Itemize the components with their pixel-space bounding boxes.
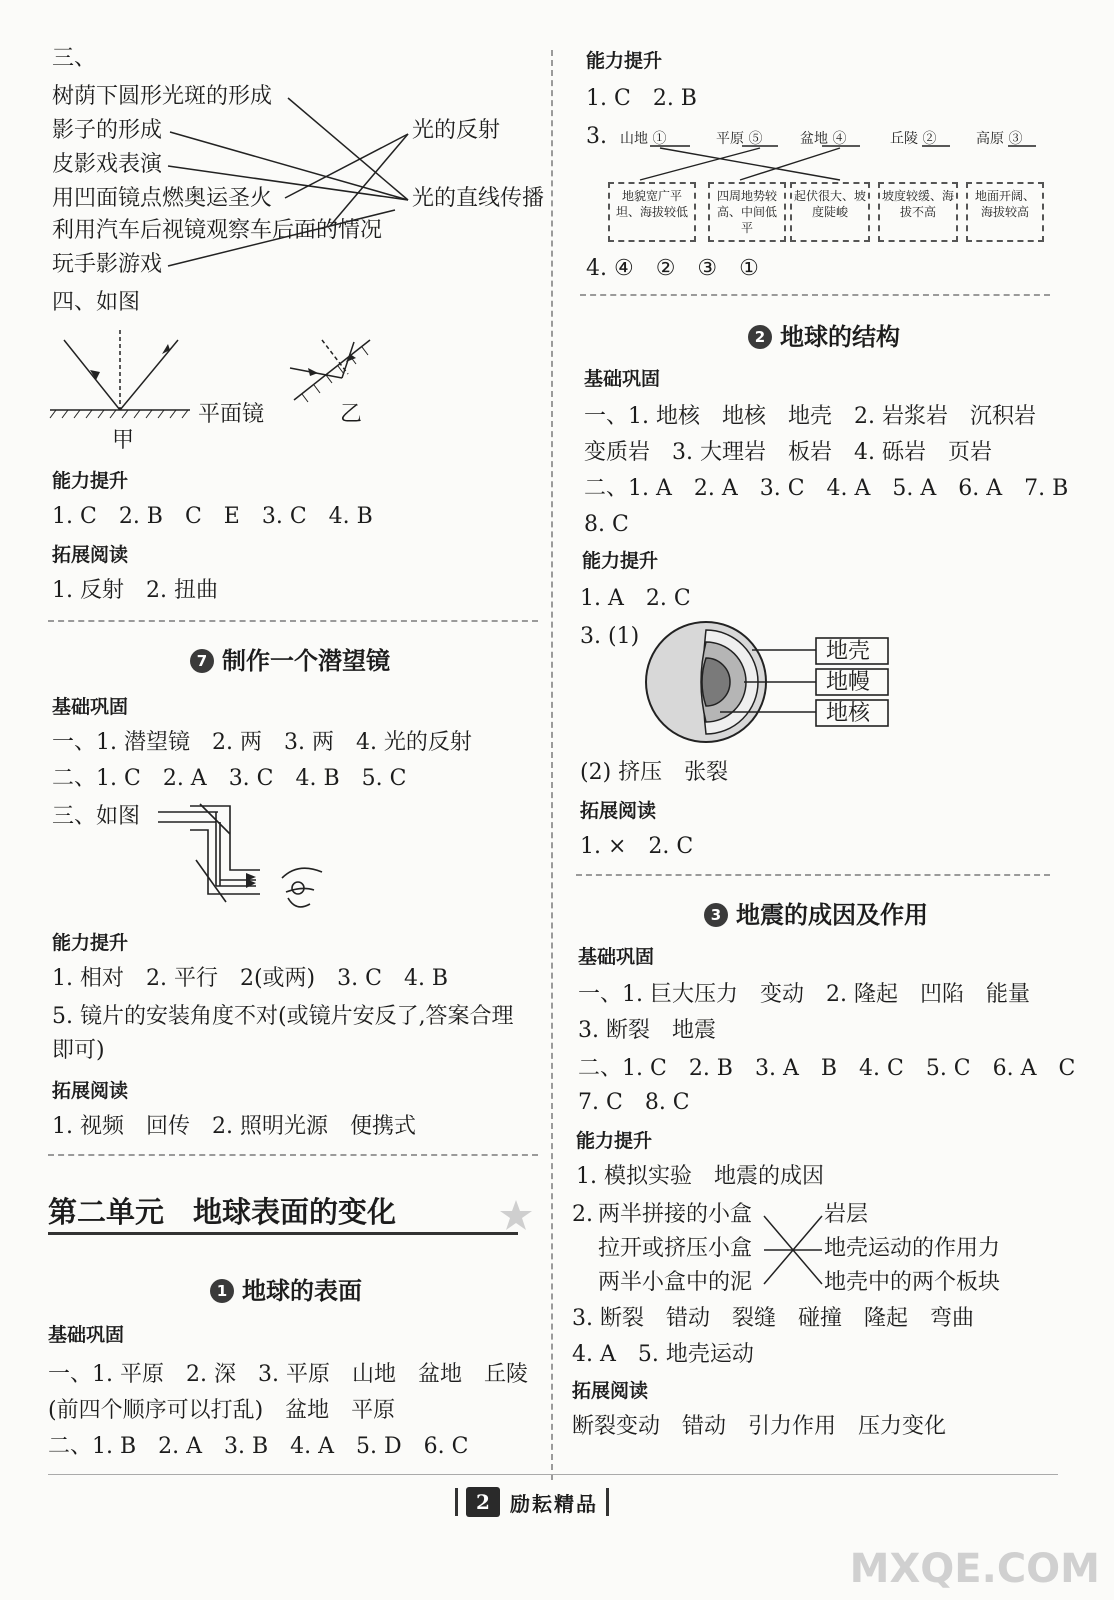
section-3-label: 三、 — [52, 46, 97, 71]
ability-answers-7-3: 即可) — [52, 1038, 105, 1063]
reading-answers-7: 1. 视频 回传 2. 照明光源 便携式 — [52, 1114, 416, 1139]
match-2-left-2: 拉开或挤压小盒 — [598, 1236, 753, 1261]
plane-mirror-label: 平面镜 — [198, 402, 265, 427]
matching-lines-1 — [0, 0, 560, 300]
lesson-number-badge: 2 — [748, 325, 772, 349]
earth-label-crust: 地壳 — [826, 639, 871, 664]
ability-answers-3-4: 4. A 5. 地壳运动 — [572, 1342, 754, 1367]
ability-heading-top: 能力提升 — [586, 50, 663, 72]
basic-answers-7-1: 一、1. 潜望镜 2. 两 3. 两 4. 光的反射 — [52, 730, 472, 755]
unit-underline — [48, 1232, 518, 1235]
lesson-1-title — [210, 1276, 362, 1306]
basic-answers-7-3: 三、如图 — [52, 804, 141, 829]
lesson-2-title — [748, 322, 900, 352]
ability-heading-7: 能力提升 — [52, 932, 129, 954]
earth-label-core: 地核 — [826, 701, 871, 726]
match-item-5: 利用汽车后视镜观察车后面的情况 — [52, 218, 383, 243]
lesson-number-badge: 1 — [210, 1279, 234, 1303]
figure-jia-label: 甲 — [112, 428, 135, 453]
basic-heading-2: 基础巩固 — [584, 368, 661, 390]
column-separator — [551, 50, 553, 1480]
earth-structure-diagram — [640, 620, 920, 750]
earth-label-mantle: 地幔 — [826, 670, 871, 695]
basic-heading-3: 基础巩固 — [578, 946, 655, 968]
ability-answers-7-2: 5. 镜片的安装角度不对(或镜片安反了,答案合理 — [52, 1004, 514, 1029]
ability-q3-number: 3. — [586, 124, 607, 149]
reading-heading-2: 拓展阅读 — [580, 800, 657, 822]
basic-heading-1: 基础巩固 — [48, 1324, 125, 1346]
match-2-left-1: 两半拼接的小盒 — [598, 1202, 753, 1227]
divider — [48, 620, 538, 622]
basic-answers-2-4: 8. C — [584, 512, 629, 537]
ability-answers-3-1: 1. 模拟实验 地震的成因 — [576, 1164, 824, 1189]
ability-answers-7-1: 1. 相对 2. 平行 2(或两) 3. C 4. B — [52, 966, 449, 991]
landform-box-1: 地貌宽广平坦、海拔较低 — [608, 182, 696, 242]
page-number: 2 — [466, 1487, 500, 1517]
divider — [576, 874, 1050, 876]
basic-answers-7-2: 二、1. C 2. A 3. C 4. B 5. C — [52, 766, 407, 791]
match-item-1: 树荫下圆形光斑的形成 — [52, 84, 273, 109]
landform-3: 盆地 ④ — [800, 131, 847, 147]
basic-answers-3-4: 7. C 8. C — [578, 1090, 690, 1115]
basic-answers-2-1: 一、1. 地核 地核 地壳 2. 岩浆岩 沉积岩 — [584, 404, 1036, 429]
ability-heading-3: 能力提升 — [576, 1130, 653, 1152]
lesson-number-badge: 3 — [704, 903, 728, 927]
basic-answers-2-2: 变质岩 3. 大理岩 板岩 4. 砾岩 页岩 — [584, 440, 992, 465]
match-2-right-3: 地壳中的两个板块 — [824, 1270, 1001, 1295]
ability-answers-1: 1. C 2. B C E 3. C 4. B — [52, 504, 373, 529]
lesson-title-text: 地球的表面 — [242, 1277, 362, 1305]
match-item-3: 皮影戏表演 — [52, 152, 163, 177]
basic-heading-7: 基础巩固 — [52, 696, 129, 718]
landform-box-5: 地面开阔、海拔较高 — [966, 182, 1044, 242]
match-target-reflection: 光的反射 — [412, 118, 501, 143]
lesson-3-title — [704, 900, 928, 930]
basic-answers-3-3: 二、1. C 2. B 3. A B 4. C 5. C 6. A C — [578, 1056, 1076, 1081]
reading-answers-2: 1. × 2. C — [580, 834, 694, 859]
landform-matching-lines — [600, 140, 1060, 184]
watermark: MXQE.COM — [849, 1546, 1100, 1592]
ability-answers-top-4: 4. ④ ② ③ ① — [586, 256, 759, 281]
basic-answers-1-1: 一、1. 平原 2. 深 3. 平原 山地 盆地 丘陵 — [48, 1362, 528, 1387]
ability-answers-2-3: (2) 挤压 张裂 — [580, 760, 729, 785]
lesson-title-text: 地球的结构 — [780, 323, 900, 351]
divider — [580, 294, 1050, 296]
footer-bar — [606, 1488, 609, 1516]
footer-rule — [48, 1474, 1058, 1475]
ability-answers-3-3: 3. 断裂 错动 裂缝 碰撞 隆起 弯曲 — [572, 1306, 974, 1331]
lesson-title-text: 制作一个潜望镜 — [222, 647, 390, 675]
match-item-2: 影子的形成 — [52, 118, 163, 143]
lesson-title-text: 地震的成因及作用 — [736, 901, 928, 929]
match-item-6: 玩手影游戏 — [52, 252, 163, 277]
match-2-left-3: 两半小盒中的泥 — [598, 1270, 753, 1295]
figure-yi-label: 乙 — [340, 402, 363, 427]
landform-box-3: 起伏很大、坡度陡峻 — [790, 182, 870, 242]
reading-heading-3: 拓展阅读 — [572, 1380, 649, 1402]
page-footer — [455, 1484, 609, 1520]
reading-answers-1: 1. 反射 2. 扭曲 — [52, 578, 218, 603]
ability-answers-top-1: 1. C 2. B — [586, 86, 697, 111]
reflection-diagram — [50, 330, 390, 450]
basic-answers-1-2: (前四个顺序可以打乱) 盆地 平原 — [48, 1398, 396, 1423]
divider — [48, 1154, 538, 1156]
lesson-number-badge: 7 — [190, 649, 214, 673]
periscope-diagram — [150, 800, 340, 920]
landform-1: 山地 ① — [620, 131, 667, 147]
reading-heading-1: 拓展阅读 — [52, 544, 129, 566]
basic-answers-2-3: 二、1. A 2. A 3. C 4. A 5. A 6. A 7. B — [584, 476, 1069, 501]
match-2-right-2: 地壳运动的作用力 — [824, 1236, 1001, 1261]
lesson-7-title — [190, 646, 390, 676]
ability-answers-2-1: 1. A 2. C — [580, 586, 691, 611]
landform-box-2: 四周地势较高、中间低平 — [708, 182, 786, 242]
landform-box-4: 坡度较缓、海拔不高 — [878, 182, 958, 242]
brand-label: 励耘精品 — [510, 1491, 598, 1516]
reading-heading-7: 拓展阅读 — [52, 1080, 129, 1102]
ability-heading-2: 能力提升 — [582, 550, 659, 572]
basic-answers-3-2: 3. 断裂 地震 — [578, 1018, 716, 1043]
star-icon — [498, 1198, 534, 1232]
section-4-label: 四、如图 — [52, 290, 141, 315]
basic-answers-3-1: 一、1. 巨大压力 变动 2. 隆起 凹陷 能量 — [578, 982, 1030, 1007]
unit-title: 第二单元 地球表面的变化 — [48, 1195, 397, 1229]
match-2-right-1: 岩层 — [824, 1202, 869, 1227]
match-2-lead: 2. — [572, 1202, 593, 1227]
landform-5: 高原 ③ — [976, 131, 1023, 147]
reading-answers-3: 断裂变动 错动 引力作用 压力变化 — [572, 1414, 947, 1439]
landform-4: 丘陵 ② — [890, 131, 937, 147]
landform-2: 平原 ⑤ — [716, 131, 763, 147]
ability-answers-2-2: 3. (1) — [580, 624, 640, 649]
match-item-4: 用凹面镜点燃奥运圣火 — [52, 186, 273, 211]
matching-lines-2 — [760, 1200, 830, 1300]
match-target-straight: 光的直线传播 — [412, 186, 545, 211]
footer-bar — [455, 1488, 458, 1516]
basic-answers-1-3: 二、1. B 2. A 3. B 4. A 5. D 6. C — [48, 1434, 469, 1459]
ability-heading-1: 能力提升 — [52, 470, 129, 492]
